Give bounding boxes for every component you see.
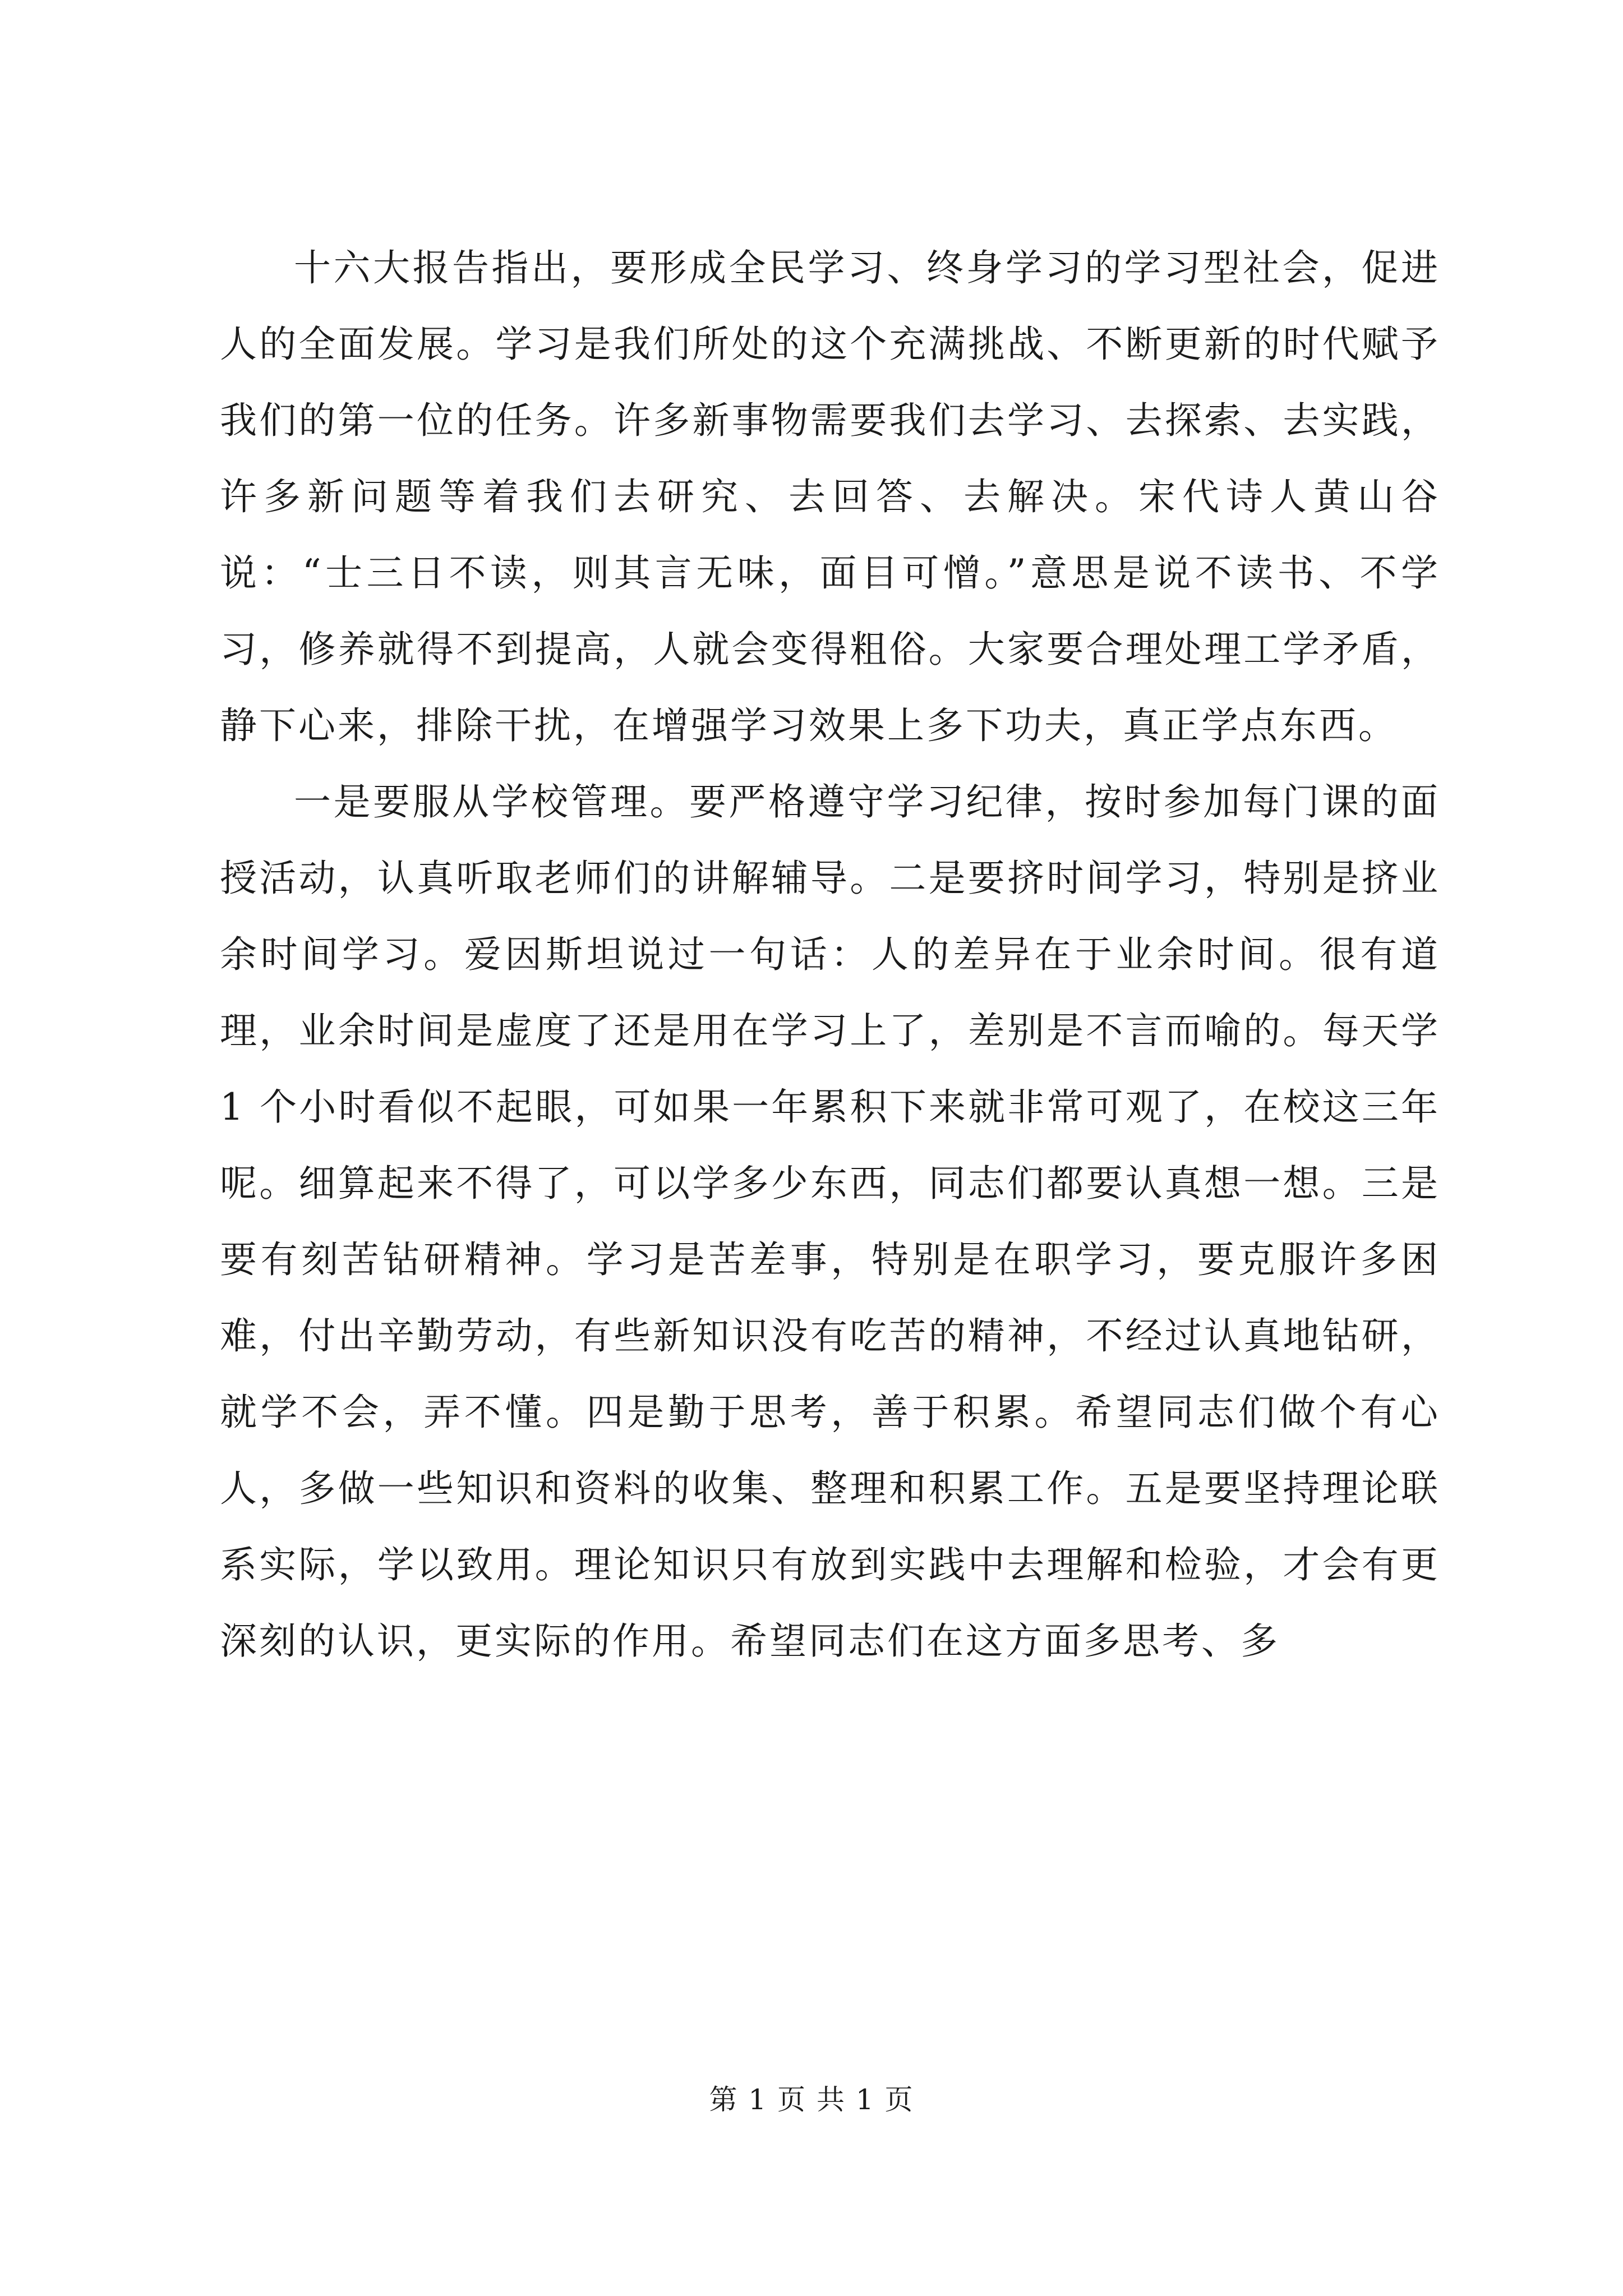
page-footer: 第 1 页 共 1 页	[709, 2083, 914, 2116]
document-body	[220, 230, 1440, 1680]
paragraph-1: 十六大报告指出，要形成全民学习、终身学习的学习型社会，促进人的全面发展。学习是我们所处的这个充满挑战、不断更新的时代赋予我们的第一位的任务。许多新事物需要我们去学习、去探索、去实践，许多新问题等着我们去研究、去回答、去解决。宋代诗人黄山谷说：“士三日不读，则其言无味，面目可憎。”意思是说不读书、不学习，修养就得不到提高，人就会变得粗俗。大家要合理处理工学矛盾，静下心来，排除干扰，在增强学习效果上多下功夫，真正学点东西。	[220, 246, 1440, 747]
paragraph-2: 一是要服从学校管理。要严格遵守学习纪律，按时参加每门课的面授活动，认真听取老师们的讲解辅导。二是要挤时间学习，特别是挤业余时间学习。爱因斯坦说过一句话：人的差异在于业余时间。很有道理，业余时间是虚度了还是用在学习上了，差别是不言而喻的。每天学 1 个小时看似不起眼，可如果一年累积下来就非常可观了，在校这三年呢。细算起来不得了，可以学多少东西，同志们都要认真想一想。三是要有刻苦钻研精神。学习是苦差事，特别是在职学习，要克服许多困难，付出辛勤劳动，有些新知识没有吃苦的精神，不经过认真地钻研，就学不会，弄不懂。四是勤于思考，善于积累。希望同志们做个有心人，多做一些知识和资料的收集、整理和积累工作。五是要坚持理论联系实际，学以致用。理论知识只有放到实践中去理解和检验，才会有更深刻的认识，更实际的作用。希望同志们在这方面多思考、多	[220, 780, 1440, 1663]
